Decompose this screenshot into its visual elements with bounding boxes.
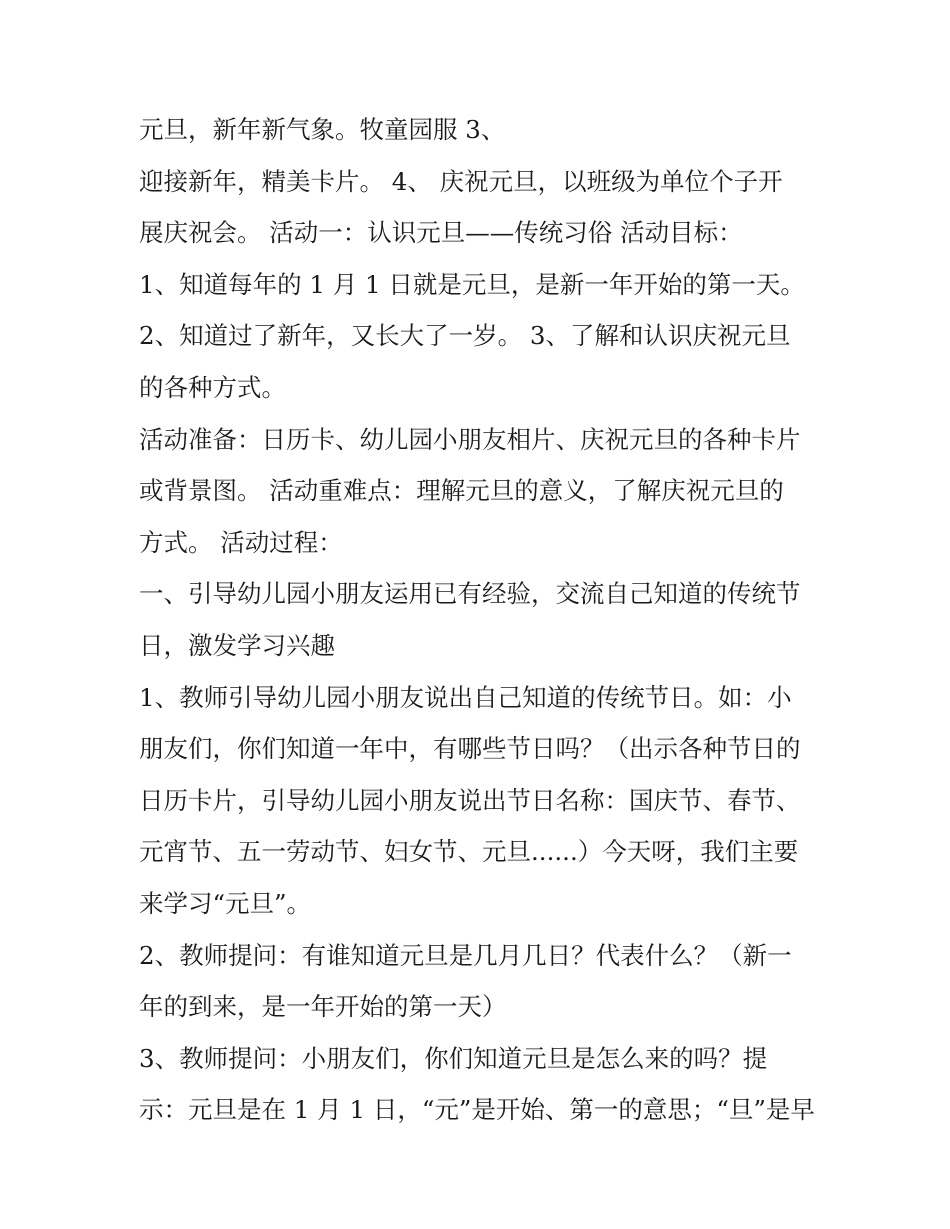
text-line: 年的到来，是一年开始的第一天） <box>139 992 507 1022</box>
text-line: 方式。 活动过程： <box>139 527 343 557</box>
text-line: 示：元旦是在 1 月 1 日，“元”是开始、第一的意思；“旦”是早 <box>139 1095 815 1125</box>
text-line: 来学习“元旦”。 <box>139 888 312 918</box>
text-line: 2、知道过了新年，又长大了一岁。 3、了解和认识庆祝元旦 <box>139 321 791 351</box>
text-line: 日，激发学习兴趣 <box>139 630 335 660</box>
text-line: 元宵节、五一劳动节、妇女节、元旦......）今天呀，我们主要 <box>139 837 799 867</box>
text-line: 1、知道每年的 1 月 1 日就是元旦，是新一年开始的第一天。 <box>139 269 805 299</box>
text-line: 元旦，新年新气象。牧童园服 3、 <box>139 115 506 144</box>
text-line: 活动准备：日历卡、幼儿园小朋友相片、庆祝元旦的各种卡片 <box>139 424 801 454</box>
text-line: 展庆祝会。 活动一：认识元旦——传统习俗 活动目标： <box>139 218 743 248</box>
text-line: 或背景图。 活动重难点：理解元旦的意义，了解庆祝元旦的 <box>139 476 784 506</box>
text-line: 1、教师引导幼儿园小朋友说出自己知道的传统节日。如：小 <box>139 682 792 712</box>
text-line: 朋友们，你们知道一年中，有哪些节日吗？（出示各种节日的 <box>139 734 801 764</box>
text-line: 3、教师提问：小朋友们，你们知道元旦是怎么来的吗？提 <box>139 1043 768 1073</box>
text-line: 2、教师提问：有谁知道元旦是几月几日？代表什么？（新一 <box>139 940 792 970</box>
document-body <box>139 104 839 1136</box>
text-line: 一、引导幼儿园小朋友运用已有经验，交流自己知道的传统节 <box>139 579 801 609</box>
text-line: 日历卡片，引导幼儿园小朋友说出节日名称：国庆节、春节、 <box>139 785 801 815</box>
text-line: 的各种方式。 <box>139 372 286 402</box>
text-line: 迎接新年，精美卡片。 4、 庆祝元旦，以班级为单位个子开 <box>139 166 783 196</box>
